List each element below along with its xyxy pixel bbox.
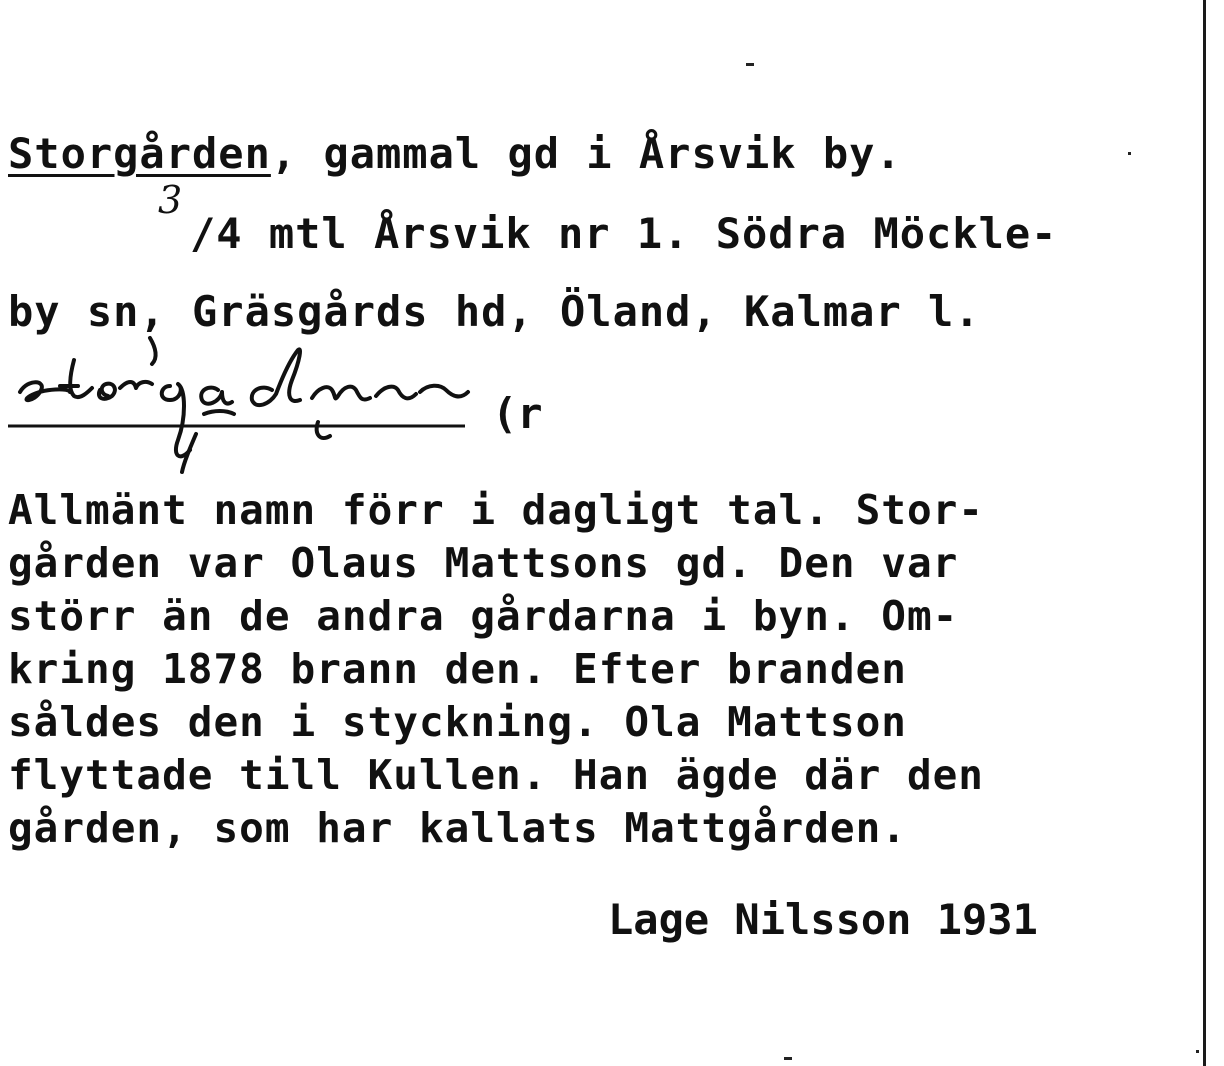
fraction-numerator: 3 (158, 178, 183, 222)
location-line: by sn, Gräsgårds hd, Öland, Kalmar l. (8, 287, 981, 336)
heading-description: , gammal gd i Årsvik by. (270, 129, 902, 178)
body-line-6: flyttade till Kullen. Han ägde där den (8, 751, 984, 799)
body-line-2: gården var Olaus Mattsons gd. Den var (8, 539, 959, 587)
heading-line (8, 128, 902, 180)
signature-line: Lage Nilsson 1931 (608, 895, 1038, 944)
body-line-3: störr än de andra gårdarna i byn. Om- (8, 592, 959, 640)
property-line: /4 mtl Årsvik nr 1. Södra Möckle- (190, 209, 1058, 258)
place-name: Storgården (8, 129, 271, 178)
body-line-4: kring 1878 brann den. Efter branden (8, 645, 907, 693)
handwritten-suffix: (r (492, 389, 543, 438)
speck (1196, 1050, 1199, 1053)
body-line-7: gården, som har kallats Mattgården. (8, 804, 907, 852)
speck (746, 63, 754, 66)
handwritten-pronunciation (0, 330, 600, 480)
card-edge-line (1203, 0, 1206, 1066)
speck (784, 1057, 792, 1060)
speck (1128, 152, 1131, 155)
body-line-1: Allmänt namn förr i dagligt tal. Stor- (8, 486, 984, 534)
body-line-5: såldes den i styckning. Ola Mattson (8, 698, 907, 746)
